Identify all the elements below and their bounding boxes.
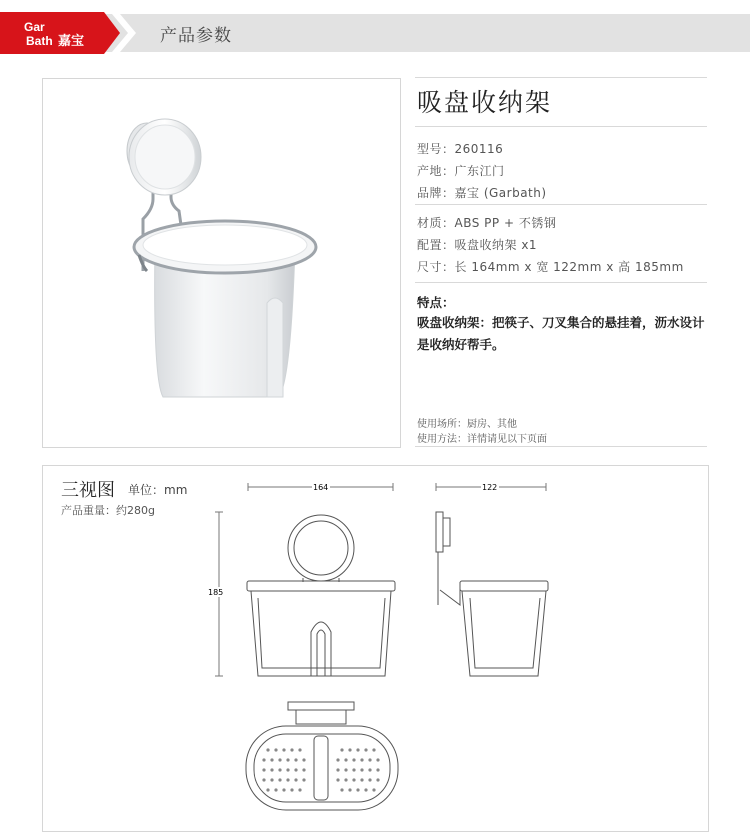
dim-height-label: 185 bbox=[208, 588, 224, 597]
logo-line1: Gar bbox=[24, 20, 45, 34]
spec-origin: 产地：广东江门 bbox=[417, 164, 505, 178]
dim-depth-label: 122 bbox=[482, 483, 498, 492]
dim-width-label: 164 bbox=[313, 483, 329, 492]
usage-place: 使用场所：厨房、其他 bbox=[417, 419, 517, 430]
product-name: 吸盘收纳架 bbox=[417, 88, 553, 117]
features-text: 吸盘收纳架：把筷子、刀叉集合的悬挂着，沥水设计是收纳好帮手。 bbox=[417, 315, 705, 352]
logo-cn: 嘉宝 bbox=[58, 34, 85, 49]
side-view bbox=[436, 512, 548, 676]
top-view bbox=[246, 702, 398, 810]
product-weight: 产品重量：约280g bbox=[61, 504, 155, 517]
drain-holes bbox=[262, 748, 379, 791]
usage-method: 使用方法：详情请见以下页面 bbox=[417, 434, 547, 445]
spec-brand: 品牌：嘉宝 (Garbath) bbox=[417, 186, 547, 200]
three-view-title: 三视图 bbox=[61, 480, 115, 501]
logo-line2: Bath bbox=[26, 34, 53, 48]
unit-label: 单位：mm bbox=[128, 483, 188, 497]
features-heading: 特点： bbox=[417, 295, 455, 310]
spec-model: 型号：260116 bbox=[417, 142, 504, 156]
spec-size: 尺寸：长 164mm x 宽 122mm x 高 185mm bbox=[417, 260, 684, 274]
page-title: 产品参数 bbox=[160, 26, 232, 46]
spec-config: 配置：吸盘收纳架 x1 bbox=[417, 238, 538, 252]
front-view bbox=[247, 515, 395, 676]
spec-material: 材质：ABS PP + 不锈钢 bbox=[417, 216, 557, 230]
